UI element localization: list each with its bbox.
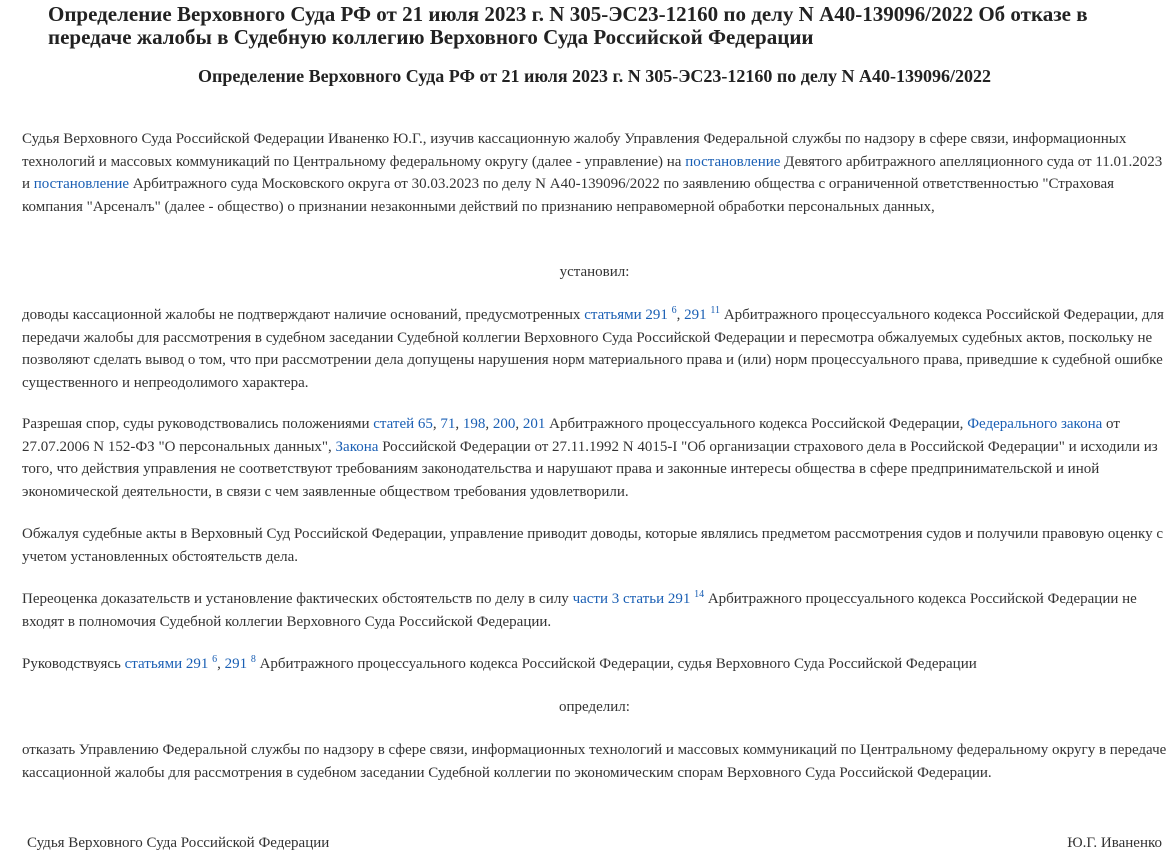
guided-paragraph: Руководствуясь статьями 291 $^6$, 291 $^8$ Арбитражного процессуального кодекса Российской Федерации, судья Верховного Суда Российской Федерации [22, 654, 977, 672]
article-71-link[interactable]: 71 [440, 416, 456, 432]
article-201-link[interactable]: 201 [522, 416, 546, 432]
signature-name: Ю.Г. Иваненко [1067, 835, 1162, 851]
article-200-link[interactable]: 200 [492, 416, 516, 432]
document-title: Определение Верховного Суда РФ от 21 июля 2023 г. N 305-ЭС23-12160 по делу N А40-139096/2022 Об отказе в передаче жалобы в Судебную коллегию Верховного Суда Российской Федерации [48, 2, 1088, 49]
article-superscript: 6 [212, 654, 218, 665]
law-link[interactable]: Закона [335, 438, 379, 455]
signature-position: Судья Верховного Суда Российской Федерации [27, 835, 330, 851]
cassation-ruling-link[interactable]: постановление [33, 176, 130, 192]
article-291-6-link[interactable]: статьями 291 $^6$ [584, 305, 677, 323]
article-superscript: 6 [671, 305, 677, 316]
federal-law-link[interactable]: Федерального закона [967, 416, 1103, 432]
established-heading: установил: [559, 264, 630, 280]
article-198-link[interactable]: 198 [462, 416, 486, 432]
appeal-ruling-link[interactable]: постановление [685, 153, 781, 170]
intro-paragraph [22, 128, 1167, 218]
reassessment-text-1: Переоценка доказательств и установление фактических обстоятельств по делу в силу [22, 591, 573, 607]
reassessment-paragraph [22, 588, 1167, 633]
article-superscript: 14 [694, 589, 705, 600]
guided-text-1: Руководствуясь [22, 656, 125, 672]
appeal-paragraph: Обжалуя судебные акты в Верховный Суд Российской Федерации, управление приводит доводы, которые являлись предметом рассмотрения судов и получили правовую оценку с учетом установленных обстоятельств дела. [22, 526, 1164, 565]
dispute-paragraph: Разрешая спор, суды руководствовались положениями статей 65, 71, 198, 200, 201 Арбитражного процессуального кодекса Российской Федерации, Федерального закона от 27.07.2006 N 152-ФЗ "О персональных данных", Закона Российской Федерации от 27.11.1992 N 4015-I "Об организации страхового дела в Российской Федерации" и исходили из того, что действия управления не соответствуют требованиям законодательства и нарушают права и законные интересы общества в сфере предпринимательской и иной экономической деятельности, в связи с чем заявленные обществом требования удовлетворили. [22, 416, 1158, 500]
intro-text-1: Судья Верховного Суда Российской Федерации Иваненко Ю.Г., изучив кассационную жалобу Управления Федеральной службы по надзору в сфере связи, информационных технологий и массовых коммуникаций по Центральному федеральному округу (далее - управление) на [22, 131, 1127, 170]
determined-heading: определил: [559, 699, 630, 715]
dispute-text-3: от 27.07.2006 N 152-ФЗ "О персональных данных", [22, 416, 1120, 455]
article-65-link[interactable]: статей 65 [373, 416, 433, 432]
dispute-text-4: Российской Федерации от 27.11.1992 N 4015-I "Об организации страхового дела в Российской Федерации" и исходили из того, что действия управления не соответствуют требованиям законодательства и нарушают права и законные интересы общества в сфере предпринимательской и иной экономической деятельности, в связи с чем заявленные обществом требования удовлетворили. [22, 438, 1158, 500]
decision-paragraph: отказать Управлению Федеральной службы по надзору в сфере связи, информационных технологий и массовых коммуникаций по Центральному федеральному округу в передаче кассационной жалобы для рассмотрения в судебном заседании Судебной коллегии по экономическим спорам Верховного Суда Российской Федерации. [22, 742, 1167, 781]
article-superscript: 8 [250, 654, 256, 665]
article-superscript: 11 [710, 305, 721, 316]
article-291-11-link[interactable]: 291 $^{11}$ [684, 305, 721, 323]
dispute-text-2: Арбитражного процессуального кодекса Российской Федерации, [545, 416, 968, 432]
dispute-text-1: Разрешая спор, суды руководствовались положениями [22, 416, 374, 432]
intro-text-2: Девятого арбитражного апелляционного суда от 11.01.2023 и [22, 153, 1163, 192]
article-291-6-link-2[interactable]: статьями 291 $^6$ [124, 654, 218, 672]
grounds-text-1: доводы кассационной жалобы не подтверждают наличие оснований, предусмотренных [22, 307, 585, 323]
article-291-8-link[interactable]: 291 $^8$ [224, 654, 256, 672]
document-subtitle: Определение Верховного Суда РФ от 21 июля 2023 г. N 305-ЭС23-12160 по делу N А40-139096/2022 [198, 66, 991, 86]
reassessment-text-2: Арбитражного процессуального кодекса Российской Федерации не входят в полномочия Судебной коллегии Верховного Суда Российской Федерации. [22, 591, 1137, 630]
intro-text-3: Арбитражного суда Московского округа от 30.03.2023 по делу N А40-139096/2022 по заявлению общества с ограниченной ответственностью "Страховая компания "Арсеналъ" (далее - общество) о признании незаконными действий по признанию неправомерной обработки персональных данных, [22, 176, 1115, 215]
grounds-paragraph: доводы кассационной жалобы не подтверждают наличие оснований, предусмотренных статьями 291 $^6$, 291 $^{11}$ Арбитражного процессуального кодекса Российской Федерации, для передачи жалобы для рассмотрения в судебном заседании Судебной коллегии Верховного Суда Российской Федерации и пересмотра обжалуемых судебных актов, поскольку не позволяют сделать вывод о том, что при рассмотрении дела допущены нарушения норм материального права и (или) норм процессуального права, приведшие к судебной ошибке существенного и непреодолимого характера. [22, 305, 1164, 391]
part-3-article-291-14-link[interactable]: части 3 статьи 291 $^{14}$ [572, 589, 705, 607]
guided-text-2: Арбитражного процессуального кодекса Российской Федерации, судья Верховного Суда Российской Федерации [255, 656, 977, 672]
grounds-text-2: Арбитражного процессуального кодекса Российской Федерации, для передачи жалобы для рассмотрения в судебном заседании Судебной коллегии Верховного Суда Российской Федерации и пересмотра обжалуемых судебных актов, поскольку не позволяют сделать вывод о том, что при рассмотрении дела допущены нарушения норм материального права и (или) норм процессуального права, приведшие к судебной ошибке существенного и непреодолимого характера. [22, 307, 1164, 391]
